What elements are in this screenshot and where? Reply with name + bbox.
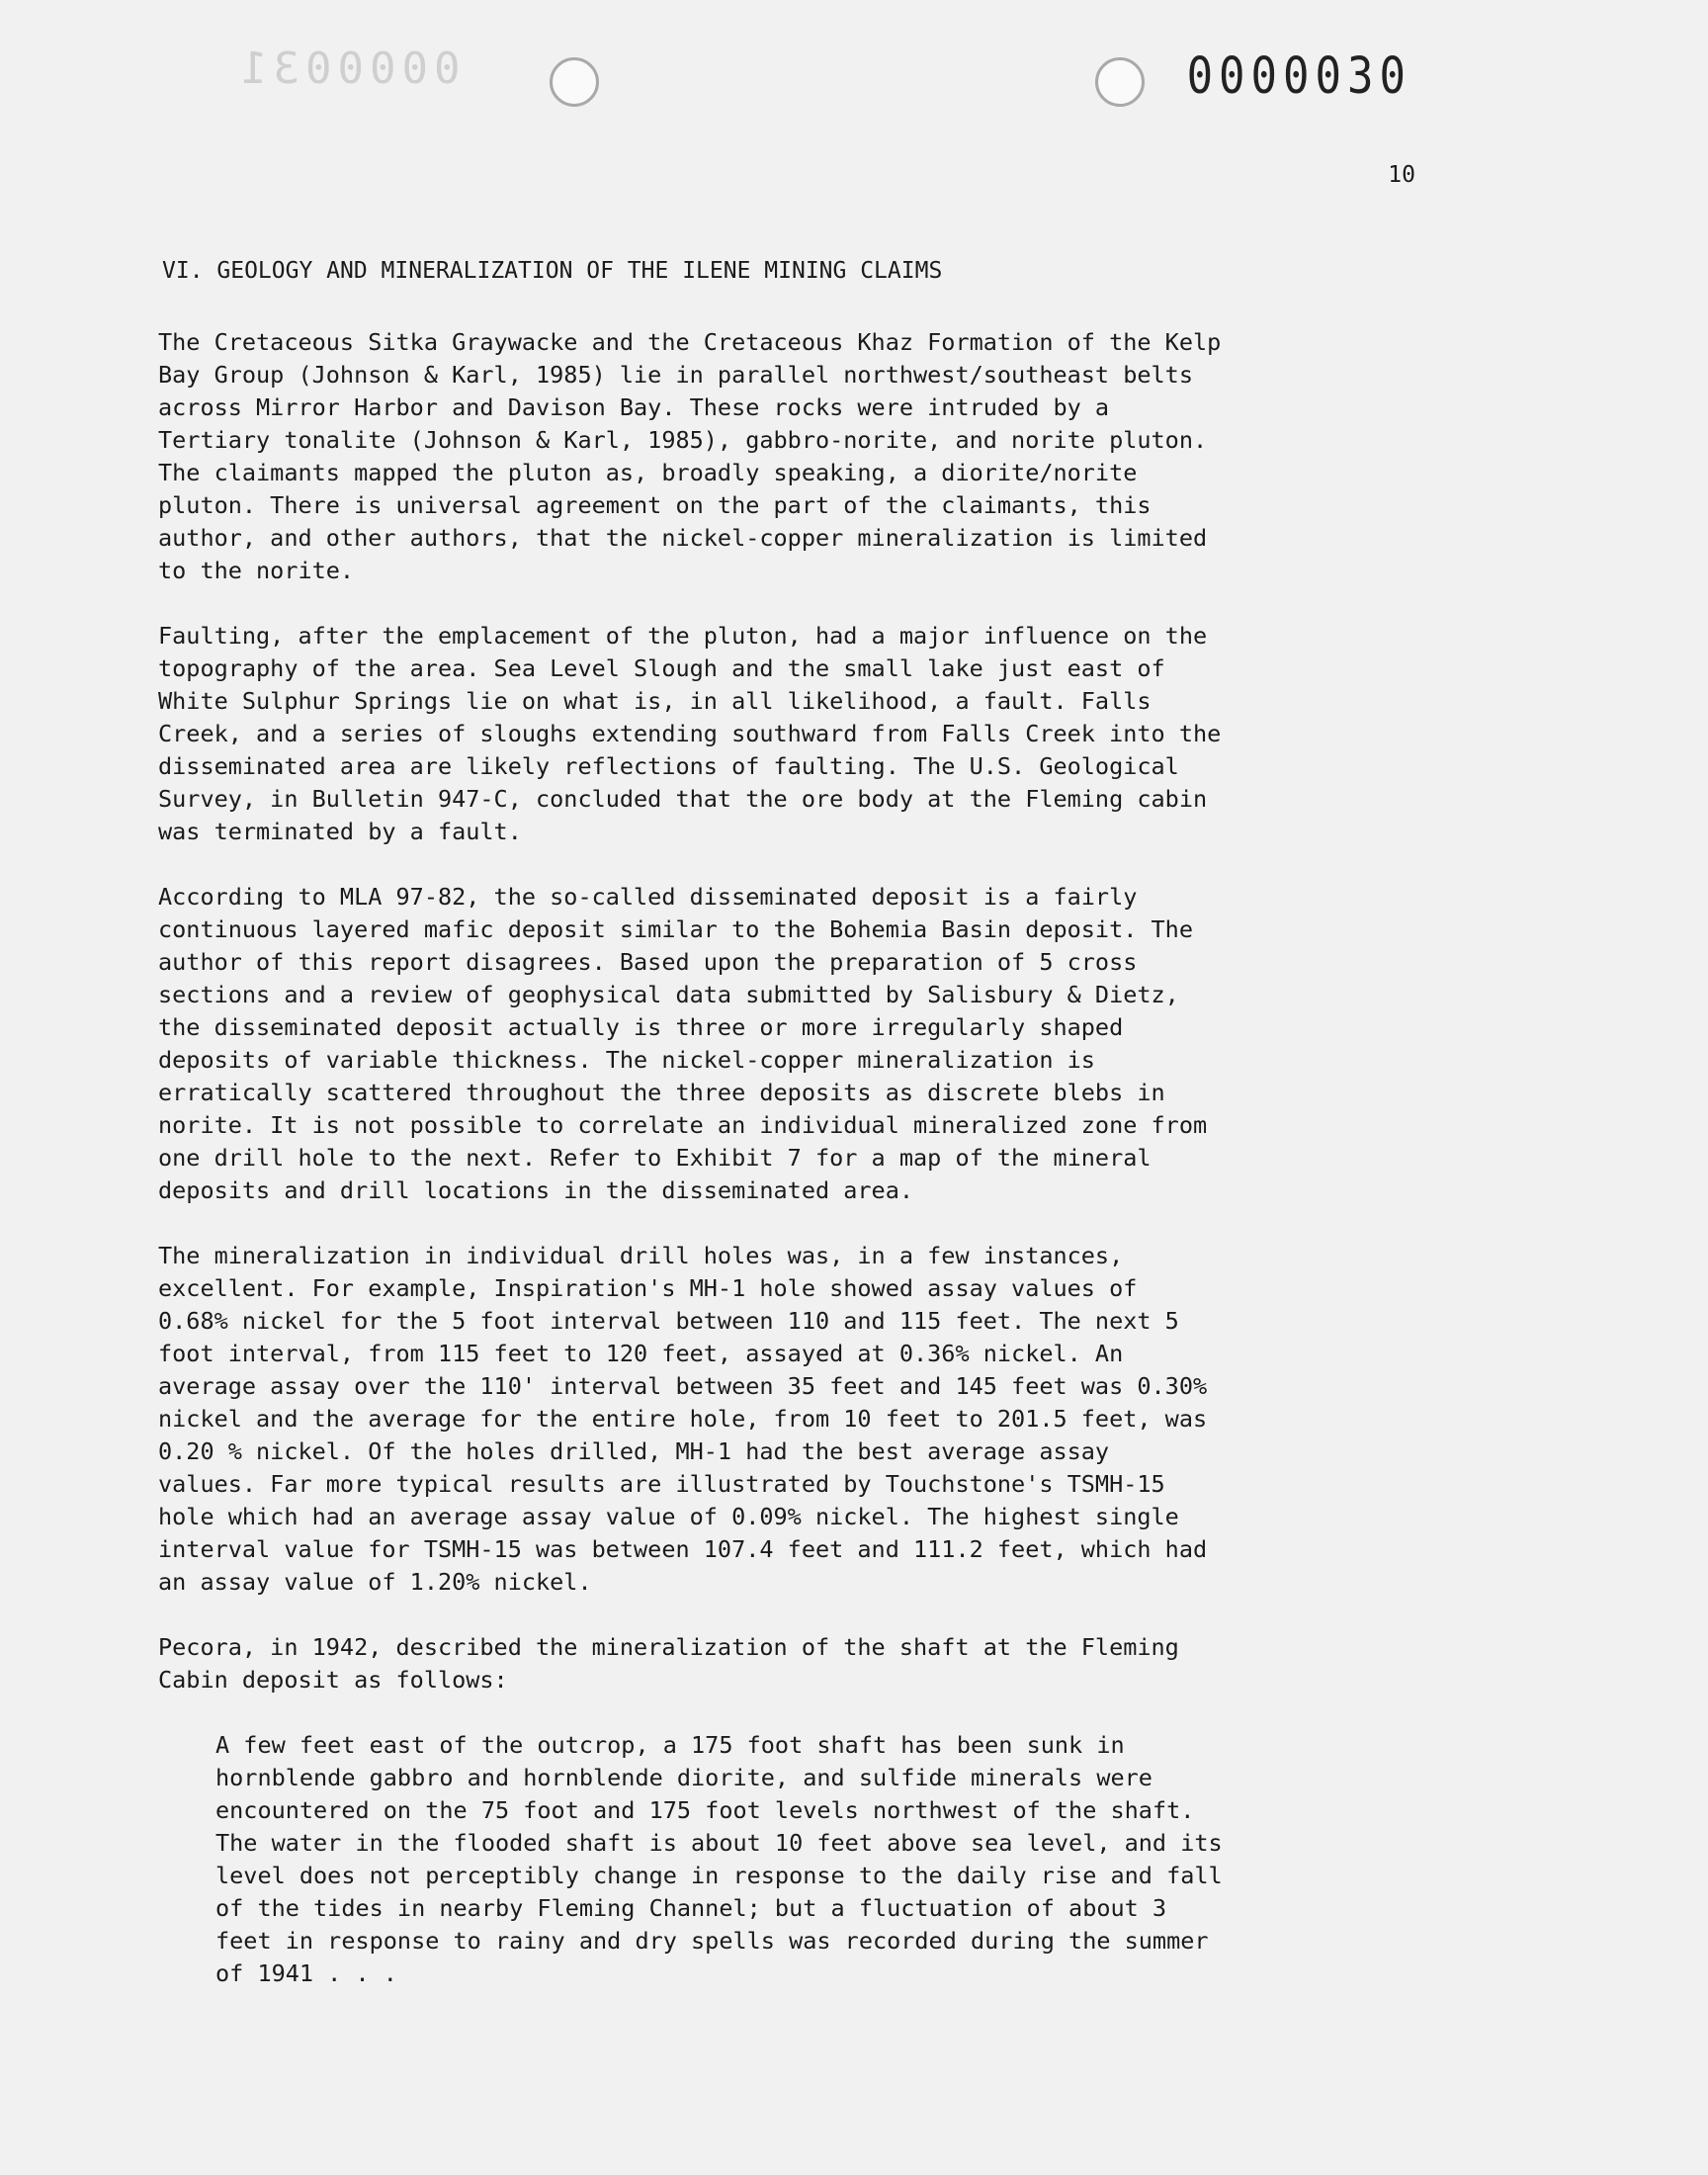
document-body xyxy=(158,255,1433,2023)
paragraph-deposit: According to MLA 97-82, the so-called disseminated deposit is a fairly continuous layered mafic deposit similar to the Bohemia Basin deposit. The author of this report disagrees. Based upon the preparation of 5 cross sections and a review of geophysical data submitted by Salisbury & Dietz, the disseminated deposit actually is three or more irregularly shaped deposits of variable thickness. The nickel-copper mineralization is erratically scattered throughout the three deposits as discrete blebs in norite. It is not possible to correlate an individual mineralized zone from one drill hole to the next. Refer to Exhibit 7 for a map of the mineral deposits and drill locations in the disseminated area. xyxy=(158,883,1208,1204)
bates-stamp: 0000030 xyxy=(1186,47,1411,106)
paragraph-geology: The Cretaceous Sitka Graywacke and the Cretaceous Khaz Formation of the Kelp Bay Group (Johnson & Karl, 1985) lie in parallel northwest/southeast belts across Mirror Harbor and Davison Bay. These rocks were intruded by a Tertiary tonalite (Johnson & Karl, 1985), gabbro-norite, and norite pluton. The claimants mapped the pluton as, broadly speaking, a diorite/norite pluton. There is universal agreement on the part of the claimants, this author, and other authors, that the nickel-copper mineralization is limited to the norite. xyxy=(158,328,1222,584)
page-number: 10 xyxy=(1388,162,1415,188)
paragraph-faulting: Faulting, after the emplacement of the pluton, had a major influence on the topography of the area. Sea Level Slough and the small lake just east of White Sulphur Springs lie on what is, in all likelihood, a fault. Falls Creek, and a series of sloughs extending southward from Falls Creek into the disseminated area are likely reflections of faulting. The U.S. Geological Survey, in Bulletin 947-C, concluded that the ore body at the Fleming cabin was terminated by a fault. xyxy=(158,622,1222,845)
punch-hole-left xyxy=(550,57,599,107)
section-heading: VI. GEOLOGY AND MINERALIZATION OF THE ILENE MINING CLAIMS xyxy=(162,258,943,284)
block-quote: A few feet east of the outcrop, a 175 foot shaft has been sunk in hornblende gabbro and hornblende diorite, and sulfide minerals were encountered on the 75 foot and 175 foot levels northwest of the shaft. The water in the flooded shaft is about 10 feet above sea level, and its level does not perceptibly change in response to the daily rise and fall of the tides in nearby Fleming Channel; but a fluctuation of about 3 feet in response to rainy and dry spells was recorded during the summer of 1941 . . . xyxy=(215,1731,1223,1987)
punch-hole-right xyxy=(1095,57,1145,107)
paragraph-pecora: Pecora, in 1942, described the mineralization of the shaft at the Fleming Cabin deposit as follows: xyxy=(158,1633,1179,1694)
paragraph-assays: The mineralization in individual drill holes was, in a few instances, excellent. For example, Inspiration's MH-1 hole showed assay values of 0.68% nickel for the 5 foot interval between 110 and 115 feet. The next 5 foot interval, from 115 feet to 120 feet, assayed at 0.36% nickel. An average assay over the 110' interval between 35 feet and 145 feet was 0.30% nickel and the average for the entire hole, from 10 feet to 201.5 feet, was 0.20 % nickel. Of the holes drilled, MH-1 had the best average assay values. Far more typical results are illustrated by Touchstone's TSMH-15 hole which had an average assay value of 0.09% nickel. The highest single interval value for TSMH-15 was between 107.4 feet and 111.2 feet, which had an assay value of 1.20% nickel. xyxy=(158,1242,1208,1596)
bleed-through-stamp: 0000031 xyxy=(235,44,461,94)
